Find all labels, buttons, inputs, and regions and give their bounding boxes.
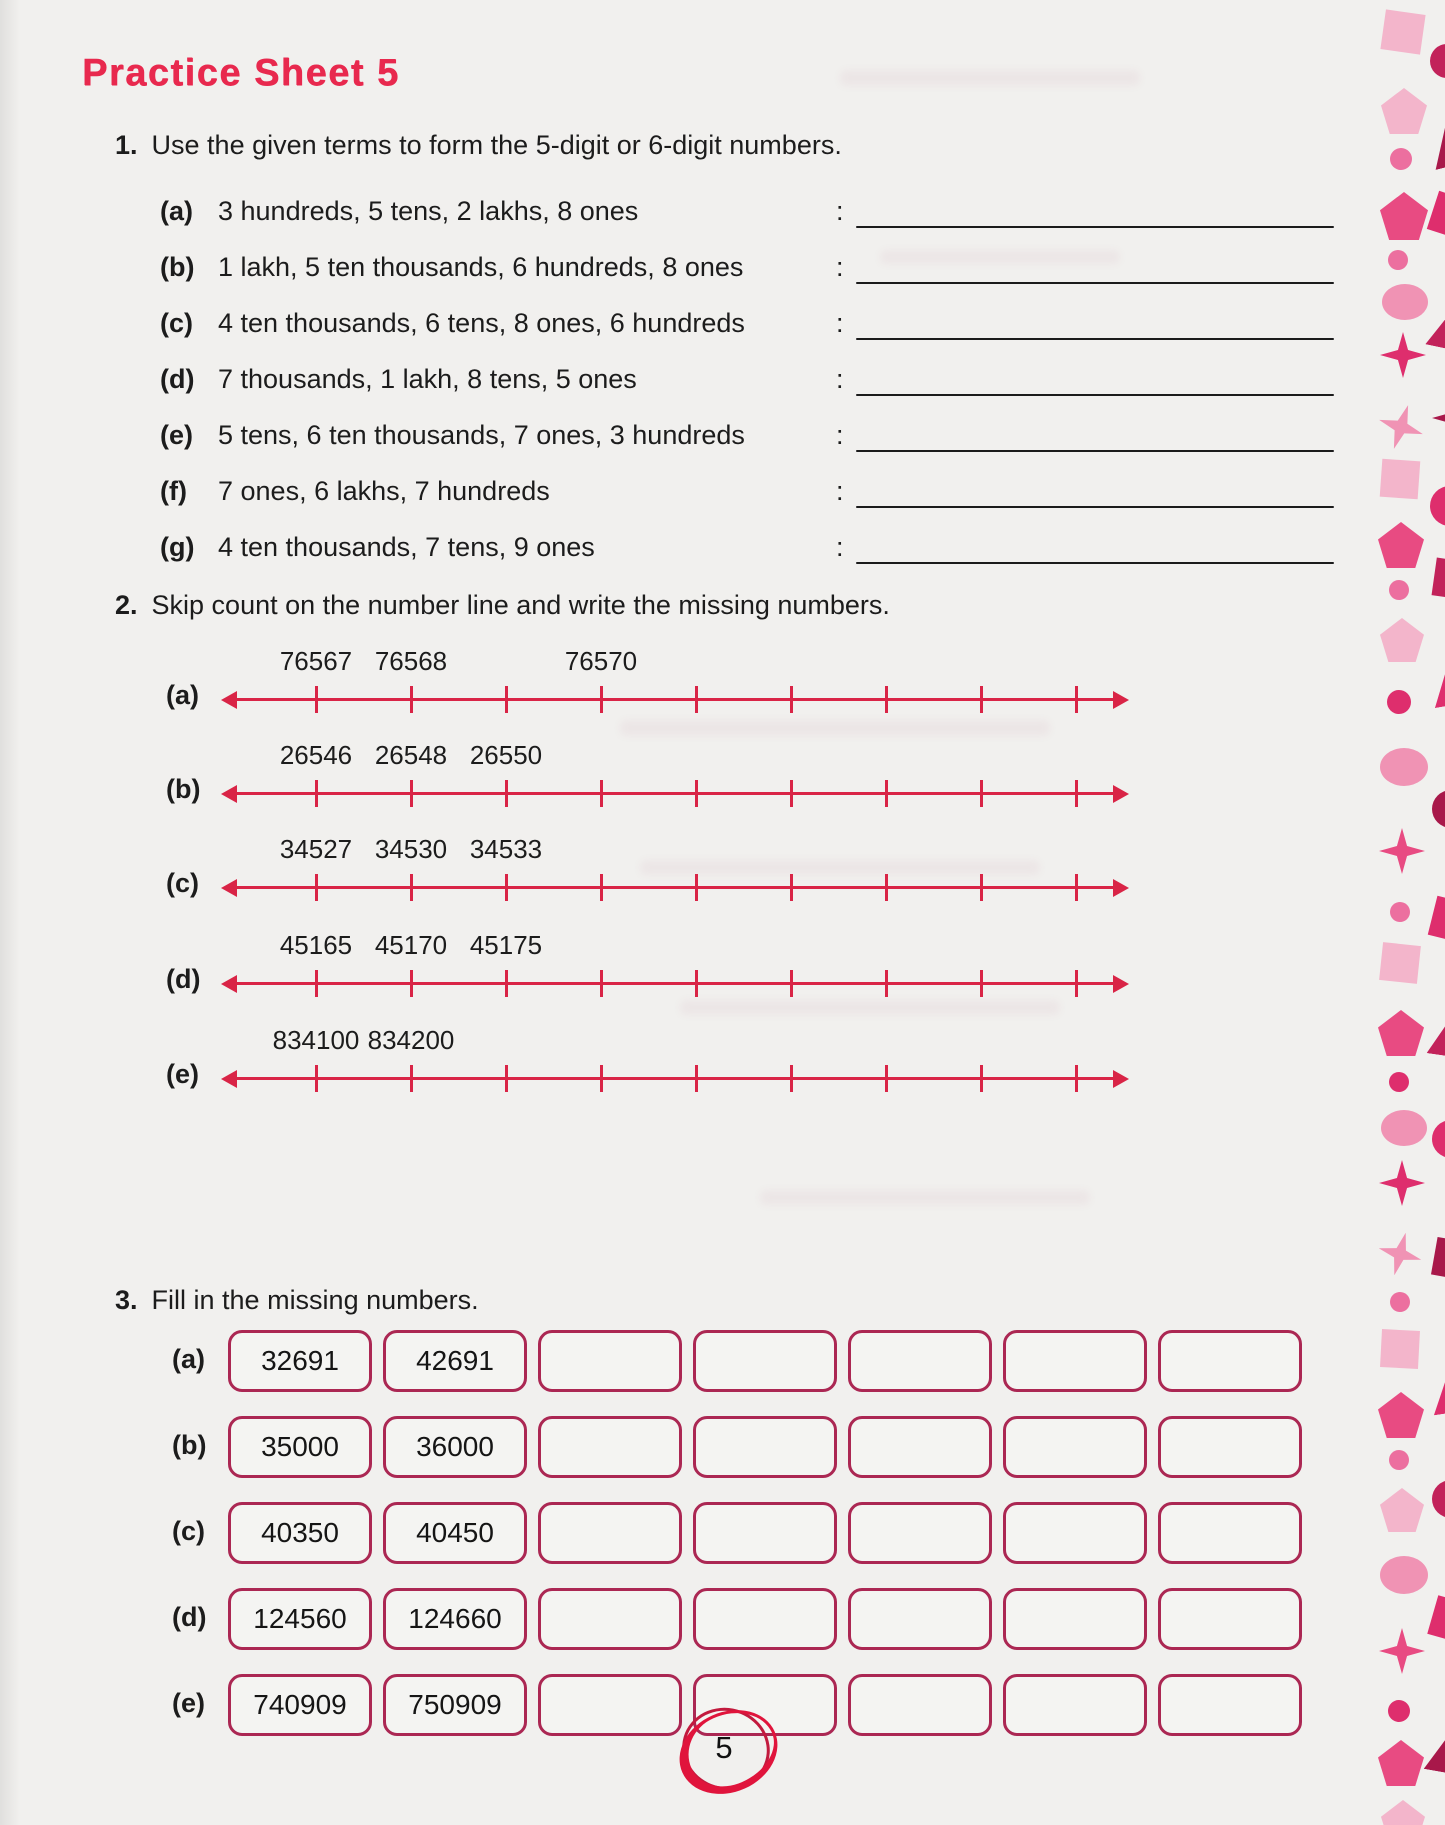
arrow-right-icon bbox=[1113, 879, 1129, 897]
tick-mark bbox=[410, 686, 413, 713]
number-line bbox=[0, 640, 1445, 718]
number-line-value: 76567 bbox=[279, 646, 353, 676]
number-line-track bbox=[225, 1019, 1125, 1097]
number-line-value: 76568 bbox=[374, 646, 448, 676]
item-colon: : bbox=[836, 420, 844, 450]
item-colon: : bbox=[836, 196, 844, 226]
item-text: 4 ten thousands, 6 tens, 8 ones, 6 hundreds bbox=[218, 308, 745, 338]
number-box-empty[interactable] bbox=[848, 1588, 992, 1650]
number-line-value: 45170 bbox=[374, 930, 448, 960]
decor-circle-shape bbox=[1430, 44, 1445, 78]
q2-number: 2. bbox=[115, 590, 138, 620]
number-line-label: (b) bbox=[166, 774, 201, 804]
number-line bbox=[0, 734, 1445, 812]
q1-item bbox=[0, 470, 1445, 516]
number-box-filled: 124660 bbox=[383, 1588, 527, 1650]
number-line-label: (a) bbox=[166, 680, 199, 710]
number-box-empty[interactable] bbox=[1003, 1330, 1147, 1392]
decor-square-shape bbox=[1379, 942, 1421, 984]
decor-circle-shape bbox=[1388, 250, 1408, 270]
row-label: (d) bbox=[172, 1602, 207, 1632]
tick-mark bbox=[1075, 874, 1078, 901]
number-line-axis bbox=[225, 698, 1125, 701]
number-box-empty[interactable] bbox=[1003, 1674, 1147, 1736]
tick-mark bbox=[410, 970, 413, 997]
number-line-value: 26548 bbox=[374, 740, 448, 770]
number-line bbox=[0, 924, 1445, 1002]
decor-ellipse-shape bbox=[1381, 1110, 1427, 1146]
q1-item bbox=[0, 246, 1445, 292]
arrow-left-icon bbox=[221, 691, 237, 709]
bleed-through-smudge bbox=[680, 1000, 1060, 1015]
tick-mark bbox=[410, 1065, 413, 1092]
q2-prompt: Skip count on the number line and write the missing numbers. bbox=[151, 590, 890, 620]
number-box-empty[interactable] bbox=[693, 1588, 837, 1650]
number-line-track bbox=[225, 924, 1125, 1002]
item-text: 5 tens, 6 ten thousands, 7 ones, 3 hundreds bbox=[218, 420, 745, 450]
arrow-left-icon bbox=[221, 1070, 237, 1088]
tick-mark bbox=[695, 686, 698, 713]
tick-mark bbox=[790, 970, 793, 997]
decor-circle-shape bbox=[1389, 580, 1409, 600]
number-box-filled: 740909 bbox=[228, 1674, 372, 1736]
item-label: (d) bbox=[160, 364, 195, 394]
number-line-value: 76570 bbox=[564, 646, 638, 676]
tick-mark bbox=[505, 1065, 508, 1092]
fill-row bbox=[0, 1502, 1445, 1562]
q1-heading bbox=[115, 130, 842, 161]
tick-mark bbox=[1075, 686, 1078, 713]
row-label: (e) bbox=[172, 1688, 205, 1718]
answer-blank[interactable] bbox=[856, 226, 1334, 228]
number-line-value: 34533 bbox=[469, 834, 543, 864]
bleed-through-smudge bbox=[760, 1190, 1090, 1205]
decor-circle-shape bbox=[1389, 1072, 1409, 1092]
answer-blank[interactable] bbox=[856, 506, 1334, 508]
page-number-badge bbox=[676, 1704, 772, 1792]
q1-item bbox=[0, 190, 1445, 236]
tick-mark bbox=[695, 970, 698, 997]
decor-pentagon-shape bbox=[1380, 1488, 1424, 1532]
decor-square-shape bbox=[1431, 1237, 1445, 1281]
arrow-right-icon bbox=[1113, 785, 1129, 803]
answer-blank[interactable] bbox=[856, 450, 1334, 452]
tick-mark bbox=[600, 780, 603, 807]
number-line-axis bbox=[225, 886, 1125, 889]
tick-mark bbox=[315, 780, 318, 807]
arrow-right-icon bbox=[1113, 691, 1129, 709]
number-line-track bbox=[225, 734, 1125, 812]
tick-mark bbox=[505, 970, 508, 997]
item-text: 7 ones, 6 lakhs, 7 hundreds bbox=[218, 476, 550, 506]
tick-mark bbox=[1075, 1065, 1078, 1092]
number-box-empty[interactable] bbox=[538, 1588, 682, 1650]
number-line-value: 834100 bbox=[272, 1025, 360, 1055]
tick-mark bbox=[980, 780, 983, 807]
number-box-empty[interactable] bbox=[693, 1416, 837, 1478]
tick-mark bbox=[410, 874, 413, 901]
q3-heading bbox=[115, 1285, 479, 1316]
arrow-left-icon bbox=[221, 879, 237, 897]
tick-mark bbox=[600, 1065, 603, 1092]
page-number: 5 bbox=[715, 1730, 733, 1765]
number-box-empty[interactable] bbox=[848, 1674, 992, 1736]
decor-square-shape bbox=[1380, 459, 1421, 500]
number-box-empty[interactable] bbox=[848, 1330, 992, 1392]
item-text: 4 ten thousands, 7 tens, 9 ones bbox=[218, 532, 595, 562]
q1-prompt: Use the given terms to form the 5-digit or 6-digit numbers. bbox=[151, 130, 842, 160]
fill-row bbox=[0, 1330, 1445, 1390]
number-box-empty[interactable] bbox=[1003, 1588, 1147, 1650]
number-line-label: (e) bbox=[166, 1059, 199, 1089]
decor-circle-shape bbox=[1390, 1292, 1410, 1312]
tick-mark bbox=[885, 686, 888, 713]
tick-mark bbox=[980, 1065, 983, 1092]
number-box-filled: 32691 bbox=[228, 1330, 372, 1392]
item-colon: : bbox=[836, 252, 844, 282]
decor-circle-shape bbox=[1389, 1450, 1409, 1470]
number-box-empty[interactable] bbox=[1158, 1502, 1302, 1564]
decor-pentagon-shape bbox=[1380, 618, 1424, 662]
number-box-empty[interactable] bbox=[1158, 1416, 1302, 1478]
arrow-right-icon bbox=[1113, 975, 1129, 993]
tick-mark bbox=[885, 780, 888, 807]
item-label: (e) bbox=[160, 420, 193, 450]
decor-star4-shape bbox=[1373, 1227, 1427, 1281]
answer-blank[interactable] bbox=[856, 338, 1334, 340]
number-box-filled: 40350 bbox=[228, 1502, 372, 1564]
tick-mark bbox=[980, 686, 983, 713]
item-text: 3 hundreds, 5 tens, 2 lakhs, 8 ones bbox=[218, 196, 639, 226]
decor-circle-shape bbox=[1432, 1120, 1445, 1158]
number-box-filled: 750909 bbox=[383, 1674, 527, 1736]
number-line-axis bbox=[225, 982, 1125, 985]
tick-mark bbox=[600, 970, 603, 997]
answer-blank[interactable] bbox=[856, 394, 1334, 396]
decor-pentagon-shape bbox=[1378, 1010, 1424, 1056]
tick-mark bbox=[790, 780, 793, 807]
tick-mark bbox=[695, 780, 698, 807]
tick-mark bbox=[600, 874, 603, 901]
decor-circle-shape bbox=[1387, 690, 1411, 714]
number-line bbox=[0, 828, 1445, 906]
q1-number: 1. bbox=[115, 130, 138, 160]
number-box-filled: 40450 bbox=[383, 1502, 527, 1564]
arrow-left-icon bbox=[221, 975, 237, 993]
number-line-label: (d) bbox=[166, 964, 201, 994]
item-label: (g) bbox=[160, 532, 195, 562]
tick-mark bbox=[600, 686, 603, 713]
decor-square-shape bbox=[1380, 1329, 1420, 1369]
q1-item bbox=[0, 526, 1445, 572]
q1-item bbox=[0, 302, 1445, 348]
item-colon: : bbox=[836, 532, 844, 562]
tick-mark bbox=[1075, 780, 1078, 807]
item-colon: : bbox=[836, 476, 844, 506]
decor-circle-shape bbox=[1388, 1700, 1410, 1722]
tick-mark bbox=[410, 780, 413, 807]
number-box-empty[interactable] bbox=[538, 1502, 682, 1564]
tick-mark bbox=[885, 970, 888, 997]
number-box-filled: 35000 bbox=[228, 1416, 372, 1478]
number-line-value: 834200 bbox=[367, 1025, 455, 1055]
number-line-label: (c) bbox=[166, 868, 199, 898]
q3-prompt: Fill in the missing numbers. bbox=[151, 1285, 479, 1315]
tick-mark bbox=[790, 686, 793, 713]
tick-mark bbox=[885, 1065, 888, 1092]
page-title: Practice Sheet 5 bbox=[82, 52, 400, 94]
item-label: (b) bbox=[160, 252, 195, 282]
number-line-value: 26546 bbox=[279, 740, 353, 770]
decor-triangle-shape bbox=[1422, 102, 1445, 170]
number-line-value: 45165 bbox=[279, 930, 353, 960]
decor-pentagon-shape bbox=[1381, 1800, 1425, 1825]
bleed-through-smudge bbox=[840, 70, 1140, 86]
item-text: 7 thousands, 1 lakh, 8 tens, 5 ones bbox=[218, 364, 637, 394]
arrow-right-icon bbox=[1113, 1070, 1129, 1088]
q1-item bbox=[0, 358, 1445, 404]
number-line-value: 26550 bbox=[469, 740, 543, 770]
number-line-axis bbox=[225, 1077, 1125, 1080]
number-box-empty[interactable] bbox=[538, 1416, 682, 1478]
fill-row bbox=[0, 1588, 1445, 1648]
number-box-filled: 124560 bbox=[228, 1588, 372, 1650]
decor-pentagon-shape bbox=[1381, 88, 1427, 134]
tick-mark bbox=[315, 1065, 318, 1092]
decor-pentagon-shape bbox=[1378, 1740, 1424, 1786]
q2-heading bbox=[115, 590, 890, 621]
q3-number: 3. bbox=[115, 1285, 138, 1315]
number-box-empty[interactable] bbox=[693, 1502, 837, 1564]
tick-mark bbox=[315, 686, 318, 713]
decor-pentagon-shape bbox=[1378, 1392, 1424, 1438]
number-line bbox=[0, 1019, 1445, 1097]
tick-mark bbox=[505, 780, 508, 807]
number-line-track bbox=[225, 828, 1125, 906]
tick-mark bbox=[885, 874, 888, 901]
number-box-empty[interactable] bbox=[848, 1416, 992, 1478]
number-box-empty[interactable] bbox=[693, 1330, 837, 1392]
item-label: (c) bbox=[160, 308, 193, 338]
tick-mark bbox=[695, 874, 698, 901]
tick-mark bbox=[695, 1065, 698, 1092]
tick-mark bbox=[980, 874, 983, 901]
row-label: (c) bbox=[172, 1516, 205, 1546]
tick-mark bbox=[315, 970, 318, 997]
item-colon: : bbox=[836, 308, 844, 338]
item-label: (a) bbox=[160, 196, 193, 226]
decor-ellipse-shape bbox=[1382, 284, 1428, 320]
number-box-empty[interactable] bbox=[538, 1330, 682, 1392]
tick-mark bbox=[790, 874, 793, 901]
item-text: 1 lakh, 5 ten thousands, 6 hundreds, 8 ones bbox=[218, 252, 744, 282]
number-box-empty[interactable] bbox=[1158, 1330, 1302, 1392]
decor-square-shape bbox=[1380, 9, 1425, 54]
number-box-empty[interactable] bbox=[1003, 1502, 1147, 1564]
decor-star4-shape bbox=[1379, 1160, 1425, 1206]
decor-ellipse-shape bbox=[1380, 1556, 1428, 1594]
tick-mark bbox=[1075, 970, 1078, 997]
number-box-empty[interactable] bbox=[1003, 1416, 1147, 1478]
number-box-filled: 42691 bbox=[383, 1330, 527, 1392]
decor-circle-shape bbox=[1390, 902, 1410, 922]
number-box-empty[interactable] bbox=[848, 1502, 992, 1564]
tick-mark bbox=[790, 1065, 793, 1092]
answer-blank[interactable] bbox=[856, 562, 1334, 564]
number-box-empty[interactable] bbox=[1158, 1588, 1302, 1650]
number-line-value: 34530 bbox=[374, 834, 448, 864]
tick-mark bbox=[315, 874, 318, 901]
answer-blank[interactable] bbox=[856, 282, 1334, 284]
number-line-value: 45175 bbox=[469, 930, 543, 960]
number-box-filled: 36000 bbox=[383, 1416, 527, 1478]
number-line-axis bbox=[225, 792, 1125, 795]
decor-ellipse-shape bbox=[1380, 748, 1428, 786]
q1-item bbox=[0, 414, 1445, 460]
tick-mark bbox=[980, 970, 983, 997]
row-label: (a) bbox=[172, 1344, 205, 1374]
number-box-empty[interactable] bbox=[538, 1674, 682, 1736]
tick-mark bbox=[505, 686, 508, 713]
item-colon: : bbox=[836, 364, 844, 394]
number-line-track bbox=[225, 640, 1125, 718]
fill-row bbox=[0, 1416, 1445, 1476]
arrow-left-icon bbox=[221, 785, 237, 803]
number-box-empty[interactable] bbox=[1158, 1674, 1302, 1736]
item-label: (f) bbox=[160, 476, 187, 506]
row-label: (b) bbox=[172, 1430, 207, 1460]
number-line-value: 34527 bbox=[279, 834, 353, 864]
tick-mark bbox=[505, 874, 508, 901]
decor-circle-shape bbox=[1390, 148, 1412, 170]
